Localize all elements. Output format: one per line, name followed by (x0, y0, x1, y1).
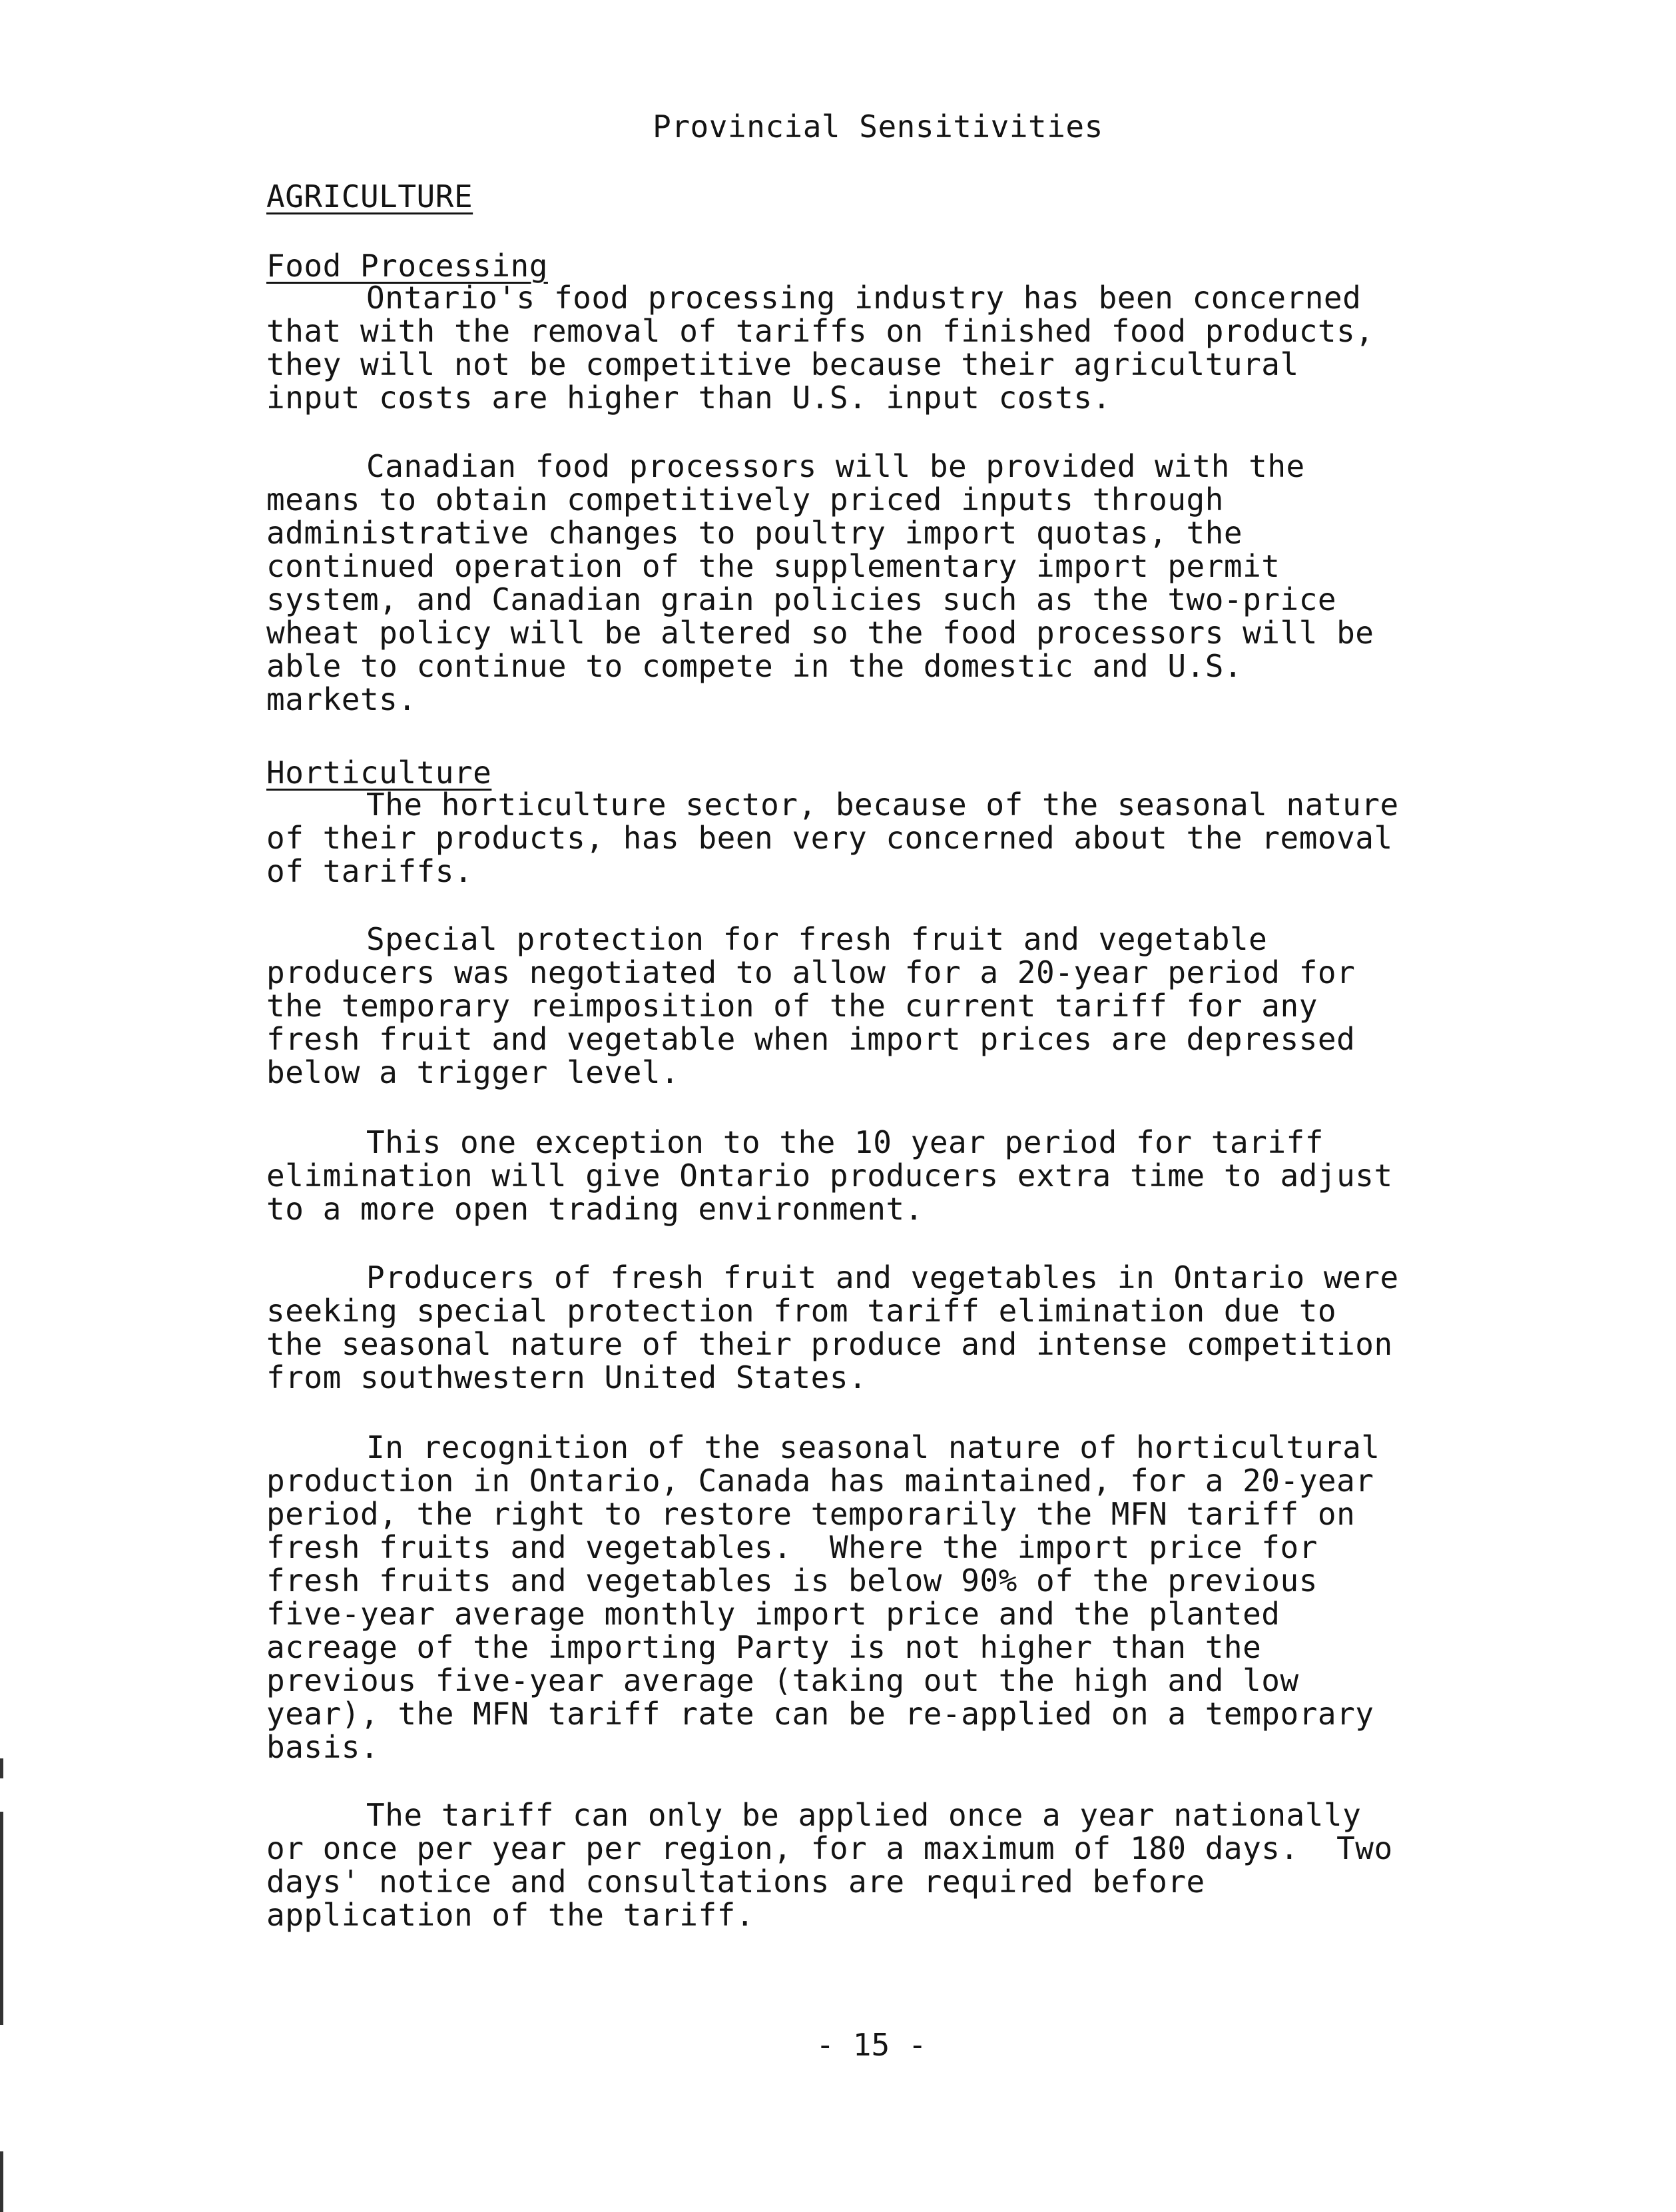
paragraph-text: Producers of fresh fruit and vegetables in Ontario were seeking special protection from tariff elimination due to the seasonal nature of their produce and intense competition from southwestern United States. (266, 1260, 1399, 1395)
paragraph-text: Special protection for fresh fruit and vegetable producers was negotiated to allow for a 20-year period for the temporary reimposition of the current tariff for any fresh fruit and vegetable when import prices are depressed below a trigger level. (266, 921, 1356, 1090)
food-processing-paragraph-2 (266, 450, 1498, 716)
page-number: - 15 - (816, 2027, 927, 2063)
subheading-horticulture: Horticulture (266, 755, 492, 791)
page-title: Provincial Sensitivities (653, 109, 1103, 145)
horticulture-paragraph-5 (266, 1431, 1498, 1764)
horticulture-paragraph-1 (266, 788, 1498, 888)
paragraph-text: The horticulture sector, because of the seasonal nature of their products, has been very concerned about the removal of tariffs. (266, 787, 1399, 889)
paragraph-text: In recognition of the seasonal nature of horticultural production in Ontario, Canada has maintained, for a 20-year period, the right to restore temporarily the MFN tariff on fresh fruits and vegetables. Where the import price for fresh fruits and vegetables is below 90% of the previous five-year average monthly import price and the planted acreage of the importing Party is not higher than the previous five-year average (taking out the high and low year), the MFN tariff rate can be re-applied on a temporary basis. (266, 1429, 1380, 1765)
horticulture-paragraph-3 (266, 1126, 1498, 1226)
paragraph-text: This one exception to the 10 year period for tariff elimination will give Ontario producers extra time to adjust to a more open trading environment. (266, 1124, 1393, 1227)
scan-edge-mark (0, 1812, 3, 2025)
scan-edge-mark (0, 1758, 3, 1778)
paragraph-text: Canadian food processors will be provided with the means to obtain competitively priced inputs through administrative changes to poultry import quotas, the continued operation of the supplementary import permit system, and Canadian grain policies such as the two-price wheat policy will be altered so the food processors will be able to continue to compete in the domestic and U.S. markets. (266, 448, 1374, 717)
paragraph-text: The tariff can only be applied once a year nationally or once per year per region, for a maximum of 180 days. Two days' notice and consultations are required before application of the tariff. (266, 1797, 1393, 1933)
horticulture-paragraph-4 (266, 1261, 1498, 1394)
section-heading-agriculture: AGRICULTURE (266, 179, 473, 214)
horticulture-paragraph-6 (266, 1798, 1498, 1932)
horticulture-paragraph-2 (266, 922, 1498, 1089)
subheading-food-processing: Food Processing (266, 248, 548, 284)
food-processing-paragraph-1 (266, 281, 1498, 414)
paragraph-text: Ontario's food processing industry has been concerned that with the removal of tariffs on finished food products, they will not be competitive because their agricultural input costs are higher than U.S. input costs. (266, 280, 1374, 416)
scan-edge-mark (0, 2151, 3, 2212)
